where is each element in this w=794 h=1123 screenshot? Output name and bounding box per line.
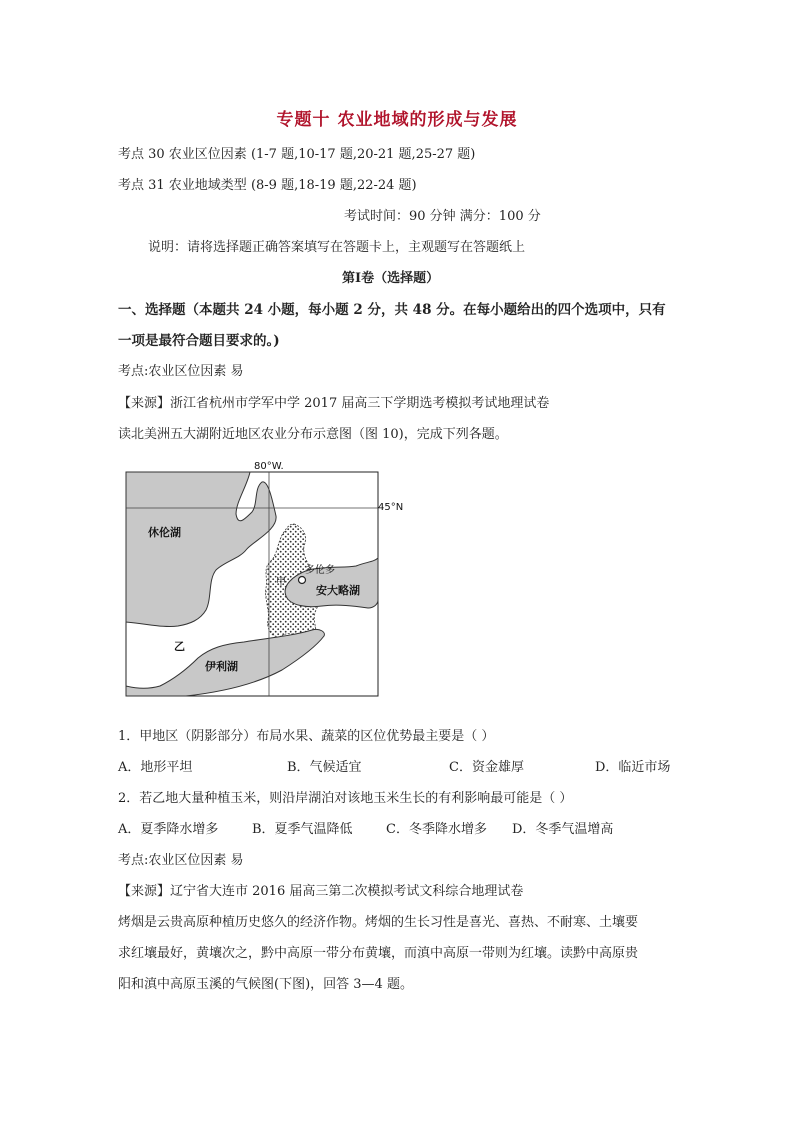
label-lake-erie: 伊利湖: [205, 660, 238, 673]
q2-option-c: C．冬季降水增多: [386, 822, 487, 837]
paragraph-line-3: 阳和滇中高原玉溪的气候图(下图)，回答 3—4 题。: [118, 977, 413, 992]
knowledge-point-2: 考点:农业区位因素 易: [118, 853, 244, 868]
q2-option-b: B．夏季气温降低: [252, 822, 353, 837]
map-svg: [112, 458, 404, 708]
q2-option-d: D．冬季气温增高: [512, 822, 614, 837]
section-heading-line2: 一项是最符合题目要求的。): [118, 333, 280, 349]
source-line-2: 【来源】辽宁省大连市 2016 届高三第二次模拟考试文科综合地理试卷: [118, 884, 524, 899]
label-yi: 乙: [174, 640, 185, 653]
q1-option-b: B．气候适宜: [287, 760, 362, 775]
q1-option-c: C．资金雄厚: [449, 760, 524, 775]
label-lake-ontario: 安大略湖: [316, 584, 360, 597]
question-2: 2．若乙地大量种植玉米，则沿岸湖泊对该地玉米生长的有利影响最可能是（ ）: [118, 791, 573, 806]
question-1: 1．甲地区（阴影部分）布局水果、蔬菜的区位优势最主要是（ ）: [118, 729, 495, 744]
section-heading-line1: 一、选择题（本题共 24 小题，每小题 2 分，共 48 分。在每小题给出的四个选项中，只有: [118, 302, 666, 318]
paragraph-line-1: 烤烟是云贵高原种植历史悠久的经济作物。烤烟的生长习性是喜光、喜热、不耐寒、土壤要: [118, 915, 639, 930]
great-lakes-map: [112, 458, 404, 708]
q2-option-a: A．夏季降水增多: [118, 822, 219, 837]
label-lake-huron: 休伦湖: [148, 526, 181, 539]
q1-option-d: D．临近市场: [595, 760, 671, 775]
knowledge-point: 考点:农业区位因素 易: [118, 364, 244, 379]
exam-point-31: 考点 31 农业地域类型 (8-9 题,18-19 题,22-24 题): [118, 178, 417, 193]
exam-point-30: 考点 30 农业区位因素 (1-7 题,10-17 题,20-21 题,25-27 题): [118, 147, 476, 162]
figure-intro: 读北美洲五大湖附近地区农业分布示意图（图 10)，完成下列各题。: [118, 427, 508, 442]
exam-info: 考试时间：90 分钟 满分：100 分: [344, 209, 541, 224]
volume-title: 第Ⅰ卷（选择题）: [342, 271, 440, 286]
toronto-marker-icon: [299, 577, 306, 584]
label-jia: 甲: [276, 577, 286, 588]
page-title: 专题十 农业地域的形成与发展: [276, 110, 518, 130]
instructions-note: 说明：请将选择题正确答案填写在答题卡上，主观题写在答题纸上: [148, 240, 526, 255]
label-toronto: 多伦多: [305, 565, 335, 576]
q1-option-a: A．地形平坦: [118, 760, 193, 775]
label-45n: 45°N: [378, 502, 404, 513]
source-line: 【来源】浙江省杭州市学军中学 2017 届高三下学期选考模拟考试地理试卷: [118, 396, 550, 411]
paragraph-line-2: 求红壤最好，黄壤次之，黔中高原一带分布黄壤，而滇中高原一带则为红壤。读黔中高原贵: [118, 946, 639, 961]
label-80w: 80°W.: [254, 461, 284, 472]
